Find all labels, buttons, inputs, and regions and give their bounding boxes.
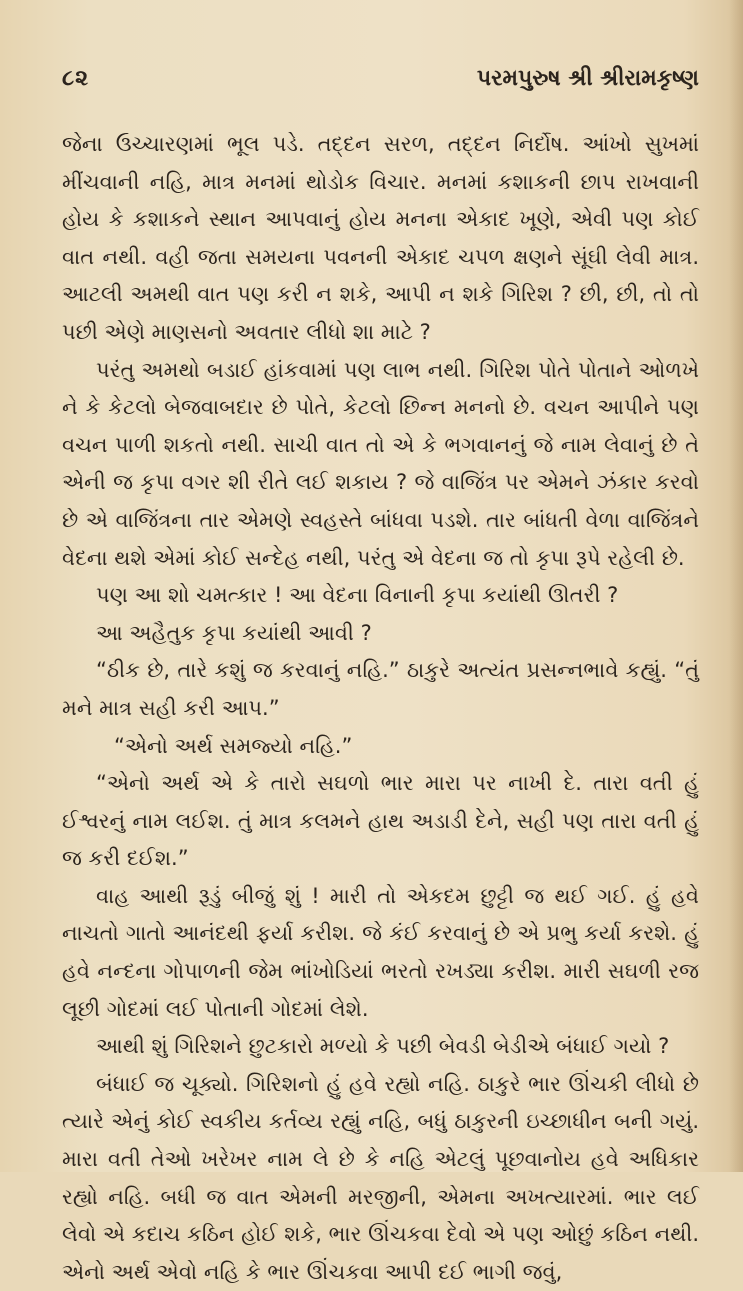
page-header [62,58,699,98]
body-text [62,126,699,1291]
paragraph: આથી શું ગિરિશને છુટકારો મળ્યો કે પછી બેવડી બેડીએ બંધાઈ ગયો ? [96,1034,670,1059]
paragraph: આ અહૈતુક કૃપા કયાંથી આવી ? [96,620,372,645]
paragraph: પરંતુ અમથો બડાઈ હાંકવામાં પણ લાભ નથી. ગિરિશ પોતે પોતાને ઓળખે ને કે કેટલો બેજવાબદાર છે પોતે, કેટલો છિન્ન મનનો છે. વચન આપીને પણ વચન પાળી શકતો નથી. સાચી વાત તો એ કે ભગવાનનું જે નામ લેવાનું છે તે એની જ કૃપા વગર શી રીતે લઈ શકાય ? જે વાજિંત્ર પર એમને ઝંકાર કરવો છે એ વાજિંત્રના તાર એમણે સ્વહસ્તે બાંધવા પડશે. તાર બાંધતી વેળા વાજિંત્રને વેદના થશે એમાં કોઈ સન્દેહ નથી, પરંતુ એ વેદના જ તો કૃપા રૂપે રહેલી છે. [62,357,699,570]
paragraph: “એનો અર્થ સમજ્યો નહિ.” [114,733,353,758]
running-head: પરમપુરુષ શ્રી શ્રીરામકૃષ્ણ [476,66,699,91]
paragraph: “ઠીક છે, તારે કશું જ કરવાનું નહિ.” ઠાકુરે અત્યંત પ્રસન્નભાવે કહ્યું. “તું મને માત્ર સહી કરી આપ.” [62,658,699,720]
paragraph: જેના ઉચ્ચારણમાં ભૂલ પડે. તદ્દન સરળ, તદ્દન નિર્દોષ. આંખો સુખમાં મીંચવાની નહિ, માત્ર મનમાં થોડોક વિચાર. મનમાં કશાકની છાપ રાખવાની હોય કે કશાકને સ્થાન આપવાનું હોય મનના એકાદ ખૂણે, એવી પણ કોઈ વાત નથી. વહી જતા સમયના પવનની એકાદ ચપળ ક્ષણને સૂંઘી લેવી માત્ર. આટલી અમથી વાત પણ કરી ન શકે, આપી ન શકે ગિરિશ ? છી, છી, તો તો પછી એણે માણસનો અવતાર લીધો શા માટે ? [62,132,699,344]
paragraph: “એનો અર્થ એ કે તારો સઘળો ભાર મારા પર નાખી દે. તારા વતી હું ઈશ્વરનું નામ લઈશ. તું માત્ર કલમને હાથ અડાડી દેને, સહી પણ તારા વતી હું જ કરી દઈશ.” [62,771,699,871]
paragraph: વાહ આથી રૂડું બીજું શું ! મારી તો એકદમ છુટ્ટી જ થઈ ગઈ. હું હવે નાચતો ગાતો આનંદથી ફર્યા કરીશ. જે કંઈ કરવાનું છે એ પ્રભુ કર્યા કરશે. હું હવે નન્દના ગોપાળની જેમ ભાંખોડિયાં ભરતો રખડ્યા કરીશ. મારી સઘળી રજ લૂછી ગોદમાં લઈ પોતાની ગોદમાં લેશે. [62,883,699,1021]
paragraph: બંધાઈ જ ચૂક્યો. ગિરિશનો હું હવે રહ્યો નહિ. ઠાકુરે ભાર ઊંચકી લીધો છે ત્યારે એનું કોઈ સ્વકીય કર્તવ્ય રહ્યું નહિ, બધું ઠાકુરની ઇચ્છાધીન બની ગયું. મારા વતી તેઓ ખરેખર નામ લે છે કે નહિ એટલું પૂછવાનોય હવે અધિકાર રહ્યો નહિ. બધી જ વાત એમની મરજીની, એમના અખત્યારમાં. ભાર લઈ લેવો એ કદાચ કઠિન હોઈ શકે, ભાર ઊંચકવા દેવો એ પણ ઓછું કઠિન નથી. એનો અર્થ એવો નહિ કે ભાર ઊંચકવા આપી દઈ ભાગી જવું, [62,1071,699,1284]
paragraph: પણ આ શો ચમત્કાર ! આ વેદના વિનાની કૃપા કયાંથી ઊતરી ? [96,583,619,608]
page-number: ૮૨ [62,66,90,91]
